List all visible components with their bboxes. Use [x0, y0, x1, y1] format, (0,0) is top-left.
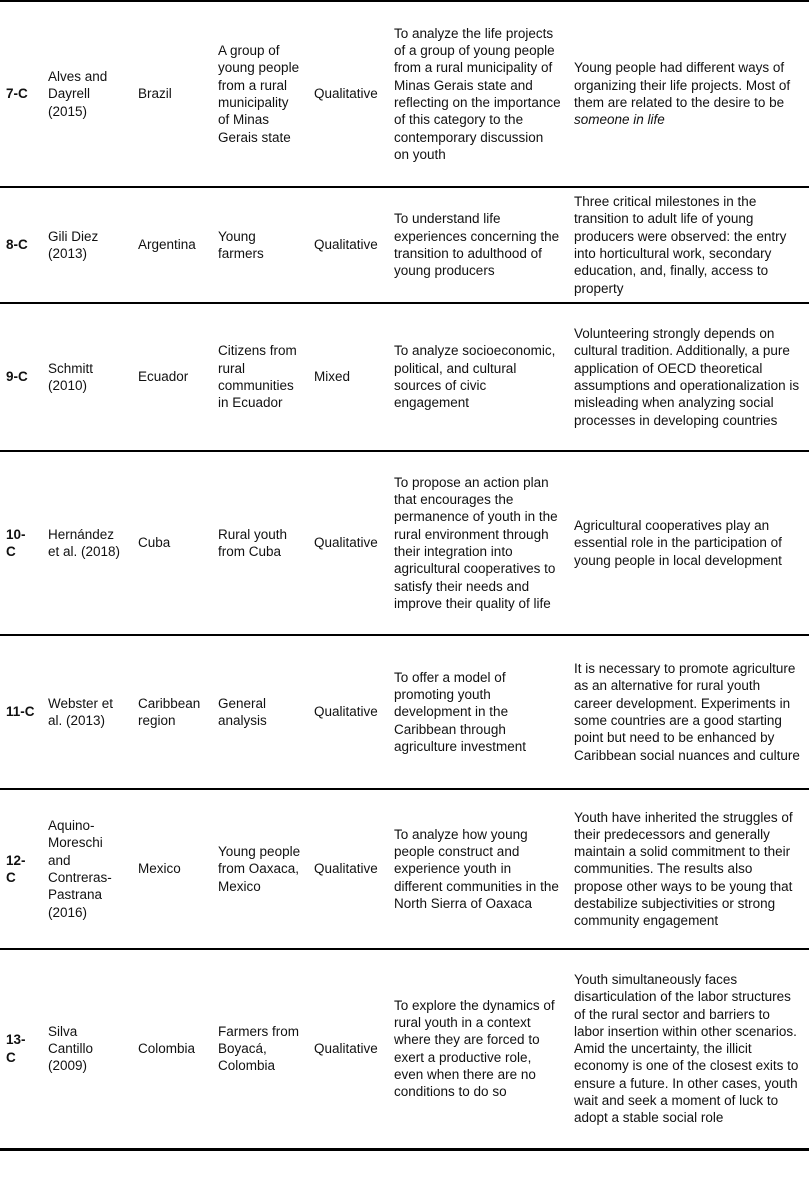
table-row: [0, 789, 809, 949]
table-row: [0, 949, 809, 1149]
cell-population: Farmers from Boyacá, Colombia: [212, 949, 308, 1149]
cell-method: Qualitative: [308, 789, 388, 949]
cell-country: Cuba: [132, 451, 212, 635]
cell-method: Mixed: [308, 303, 388, 451]
cell-population: Young people from Oaxaca, Mexico: [212, 789, 308, 949]
cell-population: Rural youth from Cuba: [212, 451, 308, 635]
cell-country: Colombia: [132, 949, 212, 1149]
cell-objective: To explore the dynamics of rural youth in a context where they are forced to exert a productive role, even when there are no conditions to do so: [388, 949, 568, 1149]
cell-objective: To understand life experiences concerning the transition to adulthood of young producers: [388, 187, 568, 303]
cell-study-id: 11-C: [0, 635, 42, 789]
cell-country: Argentina: [132, 187, 212, 303]
table-row: [0, 1, 809, 187]
cell-findings: Agricultural cooperatives play an essential role in the participation of young people in local development: [568, 451, 809, 635]
cell-study-id: 7-C: [6, 86, 28, 102]
cell-findings: Volunteering strongly depends on cultural tradition. Additionally, a pure application of OECD theoretical assumptions and operationalization is misleading when analyzing social processes in developing countries: [568, 303, 809, 451]
cell-method: Qualitative: [308, 635, 388, 789]
cell-method: Qualitative: [308, 451, 388, 635]
cell-authors: Aquino-Moreschi and Contreras-Pastrana (2016): [42, 789, 132, 949]
cell-study-id: 13-C: [0, 949, 42, 1149]
cell-authors: Silva Cantillo (2009): [42, 949, 132, 1149]
cell-population: General analysis: [212, 635, 308, 789]
cell-authors: Gili Diez (2013): [42, 187, 132, 303]
table-row: [0, 303, 809, 451]
cell-findings: It is necessary to promote agriculture as an alternative for rural youth career development. Experiments in some countries are a good starting point but need to be enhanced by Caribbean social nuances and culture: [568, 635, 809, 789]
cell-objective: To analyze how young people construct and experience youth in different communities in the North Sierra of Oaxaca: [388, 789, 568, 949]
cell-objective: To offer a model of promoting youth development in the Caribbean through agriculture investment: [388, 635, 568, 789]
cell-findings: Youth have inherited the struggles of their predecessors and generally maintain a solid commitment to their communities. The results also propose other ways to be young that destabilize subjectivities or strong community engagement: [568, 789, 809, 949]
table-row: [0, 635, 809, 789]
cell-findings: Three critical milestones in the transition to adult life of young producers were observed: the entry into horticultural work, secondary education, and, finally, access to property: [568, 187, 809, 303]
cell-method: Qualitative: [308, 187, 388, 303]
cell-authors: Webster et al. (2013): [42, 635, 132, 789]
cell-country: Mexico: [132, 789, 212, 949]
cell-population: A group of young people from a rural municipality of Minas Gerais state: [218, 43, 300, 145]
cell-authors: Schmitt (2010): [42, 303, 132, 451]
cell-country: Caribbean region: [132, 635, 212, 789]
cell-objective: To analyze socioeconomic, political, and cultural sources of civic engagement: [388, 303, 568, 451]
cell-authors: Alves and Dayrell (2015): [48, 69, 108, 119]
table-row: [0, 451, 809, 635]
cell-findings: Youth simultaneously faces disarticulation of the labor structures of the rural sector and barriers to labor insertion within other scenarios. Amid the uncertainty, the illicit economy is one of the closest exits to ensure a future. In other cases, youth wait and seek a moment of luck to adopt a stable social role: [568, 949, 809, 1149]
cell-study-id: 10-C: [0, 451, 42, 635]
cell-study-id: 9-C: [0, 303, 42, 451]
cell-method: Qualitative: [314, 86, 378, 102]
cell-objective: To analyze the life projects of a group of young people from a rural municipality of Minas Gerais state and reflecting on the importance of this category to the contemporary discussion on youth: [394, 25, 561, 162]
cell-study-id: 12-C: [0, 789, 42, 949]
cell-population: Young farmers: [212, 187, 308, 303]
cell-population: Citizens from rural communities in Ecuador: [212, 303, 308, 451]
table-row: [0, 187, 809, 303]
cell-findings: Young people had different ways of organizing their life projects. Most of them are related to the desire to be someone in life: [574, 60, 791, 128]
cell-objective: To propose an action plan that encourages the permanence of youth in the rural environment through their integration into agricultural cooperatives to satisfy their needs and improve their quality of life: [388, 451, 568, 635]
cell-authors: Hernández et al. (2018): [42, 451, 132, 635]
cell-study-id: 8-C: [0, 187, 42, 303]
cell-method: Qualitative: [308, 949, 388, 1149]
cell-country: Brazil: [138, 86, 172, 102]
cell-country: Ecuador: [132, 303, 212, 451]
